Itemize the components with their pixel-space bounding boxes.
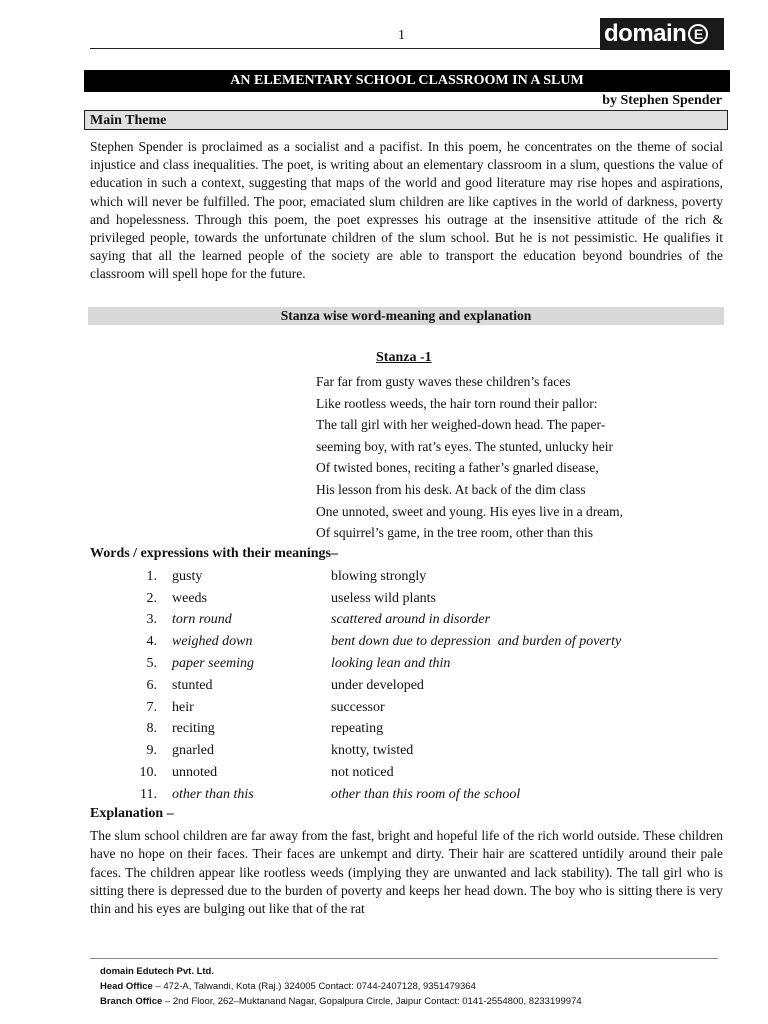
vocab-row: [90, 653, 731, 675]
head-office-text: – 472-A, Talwandi, Kota (Raj.) 324005 Contact: 0744-2407128, 9351479364: [152, 981, 476, 992]
vocab-number: 1.: [146, 568, 157, 584]
page-number: 1: [398, 28, 405, 43]
poem-lines: [316, 371, 623, 544]
vocab-meaning: bent down due to depression and burden of poverty: [331, 634, 622, 650]
vocab-word: weighed down: [172, 634, 253, 650]
vocab-meaning: useless wild plants: [331, 590, 436, 606]
vocab-row: [90, 631, 731, 653]
vocab-list: [90, 566, 731, 806]
author-line: by Stephen Spender: [602, 93, 722, 108]
words-heading: Words / expressions with their meanings–: [90, 546, 339, 561]
vocab-meaning: repeating: [331, 721, 384, 737]
vocab-row: [90, 719, 731, 741]
poem-line: Far far from gusty waves these children’s faces: [316, 374, 571, 389]
vocab-word: other than this: [172, 786, 254, 802]
vocab-meaning: knotty, twisted: [331, 743, 414, 759]
vocab-number: 5.: [146, 656, 157, 672]
vocab-meaning: under developed: [331, 677, 424, 693]
logo-e-icon: E: [688, 24, 708, 44]
poem-line: seeming boy, with rat’s eyes. The stunted, unlucky heir: [316, 438, 613, 454]
vocab-word: reciting: [172, 721, 215, 737]
vocab-row: [90, 784, 731, 806]
branch-office-label: Branch Office: [100, 996, 163, 1007]
branch-office-text: – 2nd Floor, 262–Muktanand Nagar, Gopalpura Circle, Jaipur Contact: 0141-2554800, 8233199974: [162, 996, 582, 1007]
poem-line: Of squirrel’s game, in the tree room, other than this: [316, 525, 594, 541]
poem-line: Like rootless weeds, the hair torn round their pallor:: [316, 395, 598, 411]
vocab-number: 2.: [146, 590, 157, 606]
vocab-meaning: looking lean and thin: [331, 656, 451, 672]
vocab-number: 11.: [140, 786, 157, 802]
head-office-label: Head Office: [100, 981, 153, 992]
vocab-meaning: not noticed: [331, 765, 394, 781]
vocab-number: 7.: [146, 699, 157, 715]
header-rule: [90, 48, 600, 49]
document-title: AN ELEMENTARY SCHOOL CLASSROOM IN A SLUM: [84, 70, 730, 92]
vocab-row: [90, 762, 731, 784]
domain-logo: [600, 18, 724, 50]
footer-branch-office: [100, 994, 582, 1009]
vocab-word: weeds: [172, 590, 207, 606]
vocab-word: stunted: [172, 677, 213, 693]
vocab-row: [90, 610, 731, 632]
vocab-word: gusty: [172, 568, 203, 584]
vocab-word: unnoted: [172, 765, 218, 781]
vocab-word: gnarled: [172, 743, 214, 759]
footer: [100, 964, 582, 1009]
vocab-number: 4.: [146, 634, 157, 650]
vocab-number: 9.: [146, 743, 157, 759]
footer-rule: [90, 958, 718, 959]
vocab-row: [90, 588, 731, 610]
vocab-row: [90, 675, 731, 697]
main-theme-heading: Main Theme: [84, 110, 728, 130]
vocab-meaning: other than this room of the school: [331, 786, 521, 802]
stanza-section-heading: Stanza wise word-meaning and explanation: [88, 307, 724, 325]
vocab-meaning: blowing strongly: [331, 568, 427, 584]
explanation-heading: Explanation –: [90, 806, 174, 821]
poem-line: One unnoted, sweet and young. His eyes live in a dream,: [316, 503, 624, 519]
footer-head-office: [100, 979, 582, 994]
vocab-word: heir: [172, 699, 194, 715]
logo-text: domain: [604, 20, 687, 47]
stanza-title: Stanza -1: [376, 350, 432, 365]
vocab-meaning: successor: [331, 699, 385, 715]
footer-company: domain Edutech Pvt. Ltd.: [100, 966, 215, 977]
poem-line: Of twisted bones, reciting a father’s gnarled disease,: [316, 460, 599, 476]
vocab-number: 8.: [146, 721, 157, 737]
vocab-word: paper seeming: [172, 656, 255, 672]
vocab-row: [90, 697, 731, 719]
poem-line: The tall girl with her weighed-down head. The paper-: [316, 417, 606, 433]
main-theme-paragraph: Stephen Spender is proclaimed as a socialist and a pacifist. In this poem, he concentrates on the theme of social injustice and class inequalities. The poet, is writing about an elementary classroom in a slum, questions the value of education in such a context, suggesting that maps of the world and good literature may rise hopes and aspirations, which will never be fulfilled. The poor, emaciated slum children are like captives in the world of darkness, poverty and hopelessness. Through this poem, the poet expresses his outrage at the insensitive attitude of the rich & privileged people, towards the unfortunate children of the slum school. But he is not pessimistic. He qualifies it saying that all the learned people of the society are able to transport the education beyond boundries of the classroom will spell hope for the future.: [90, 139, 723, 282]
vocab-meaning: scattered around in disorder: [331, 612, 491, 628]
vocab-number: 6.: [146, 677, 157, 693]
vocab-word: torn round: [172, 612, 232, 628]
vocab-row: [90, 740, 731, 762]
vocab-number: 10.: [139, 765, 157, 781]
poem-line: His lesson from his desk. At back of the dim class: [316, 481, 586, 497]
vocab-number: 3.: [146, 612, 157, 628]
vocab-row: [90, 566, 731, 588]
explanation-paragraph: The slum school children are far away from the fast, bright and hopeful life of the rich world outside. These children have no hope on their faces. Their faces are unkempt and dirty. Their hair are scattered untidily around their pale faces. The children appear like rootless weeds (implying they are unwanted and lack stability). The tall girl who is sitting there is depressed due to the burden of poverty and keeps her head down. The boy who is sitting there is very thin and his eyes are bulging out like that of the rat: [90, 828, 723, 917]
